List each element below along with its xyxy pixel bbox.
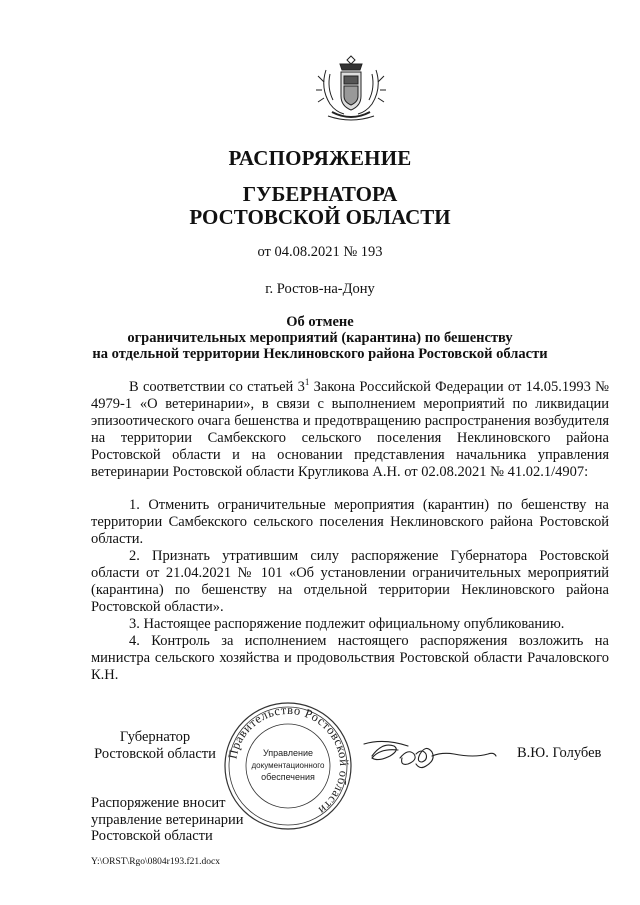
handwritten-signature xyxy=(360,730,500,780)
preamble-paragraph xyxy=(91,379,609,480)
order-item-1: 1. Отменить ограничительные мероприятия (карантин) по бешенству на территории Самбекского сельского поселения Неклиновского района Ростовской области. xyxy=(91,497,609,548)
order-item-2: 2. Признать утратившим силу распоряжение Губернатора Ростовской области от 21.04.2021 № 101 «Об установлении ограничительных мероприятий (карантина) по бешенству на отдельной территории Неклиновского района Ростовской области». xyxy=(91,548,609,615)
document-city: г. Ростов-на-Дону xyxy=(265,281,375,297)
coat-of-arms-emblem-icon xyxy=(316,54,386,122)
file-path-footer: Y:\ORST\Rgo\0804r193.f21.docx xyxy=(91,857,220,867)
document-date-number: от 04.08.2021 № 193 xyxy=(257,244,383,260)
order-item-3: 3. Настоящее распоряжение подлежит официальному опубликованию. xyxy=(129,615,565,632)
signatory-name: В.Ю. Голубев xyxy=(517,745,602,761)
preamble-text-rest: Закона Российской Федерации от 14.05.1993 № 4979-1 «О ветеринарии», в связи с выполнением мероприятий по ликвидации эпизоотического очага бешенства и предотвращению распространения возбудителя на территории Самбекского сельского поселения Неклиновского района Ростовской области и на основании представления начальника управления ветеринарии Ростовской области Кругликова А.Н. от 02.08.2021 № 41.02.1/4907: xyxy=(91,379,609,480)
signatory-position-line2: Ростовской области xyxy=(94,746,216,762)
seal-inner-line3: обеспечения xyxy=(261,772,315,782)
seal-ring-text: Правительство Ростовской области xyxy=(225,702,352,818)
document-title-line2: ограничительных мероприятий (карантина) по бешенству xyxy=(127,330,513,346)
signatory-position xyxy=(91,729,219,763)
document-type-heading: РАСПОРЯЖЕНИЕ xyxy=(228,146,412,170)
document-title-line1: Об отмене xyxy=(286,314,354,330)
seal-inner-line2: документационного xyxy=(251,761,325,770)
preamble-text-start: В соответствии со статьей 3 xyxy=(129,379,305,395)
article-superscript: 1 xyxy=(304,377,310,388)
document-title-line3: на отдельной территории Неклиновского района Ростовской области xyxy=(92,346,548,362)
submitted-by-block xyxy=(91,795,244,845)
seal-inner-line1: Управление xyxy=(262,748,314,758)
submitted-by-line3: Ростовской области xyxy=(91,828,213,844)
submitted-by-line2: управление ветеринарии xyxy=(91,811,244,828)
authority-heading-line1: ГУБЕРНАТОРА xyxy=(242,182,398,206)
signatory-position-line1: Губернатор xyxy=(119,729,191,745)
document-body xyxy=(91,379,609,683)
submitted-by-line1: Распоряжение вносит xyxy=(91,795,226,811)
order-item-4: 4. Контроль за исполнением настоящего распоряжения возложить на министра сельского хозяйства и продовольствия Ростовской области Рачаловского К.Н. xyxy=(91,632,609,683)
authority-heading-line2: РОСТОВСКОЙ ОБЛАСТИ xyxy=(189,205,451,229)
